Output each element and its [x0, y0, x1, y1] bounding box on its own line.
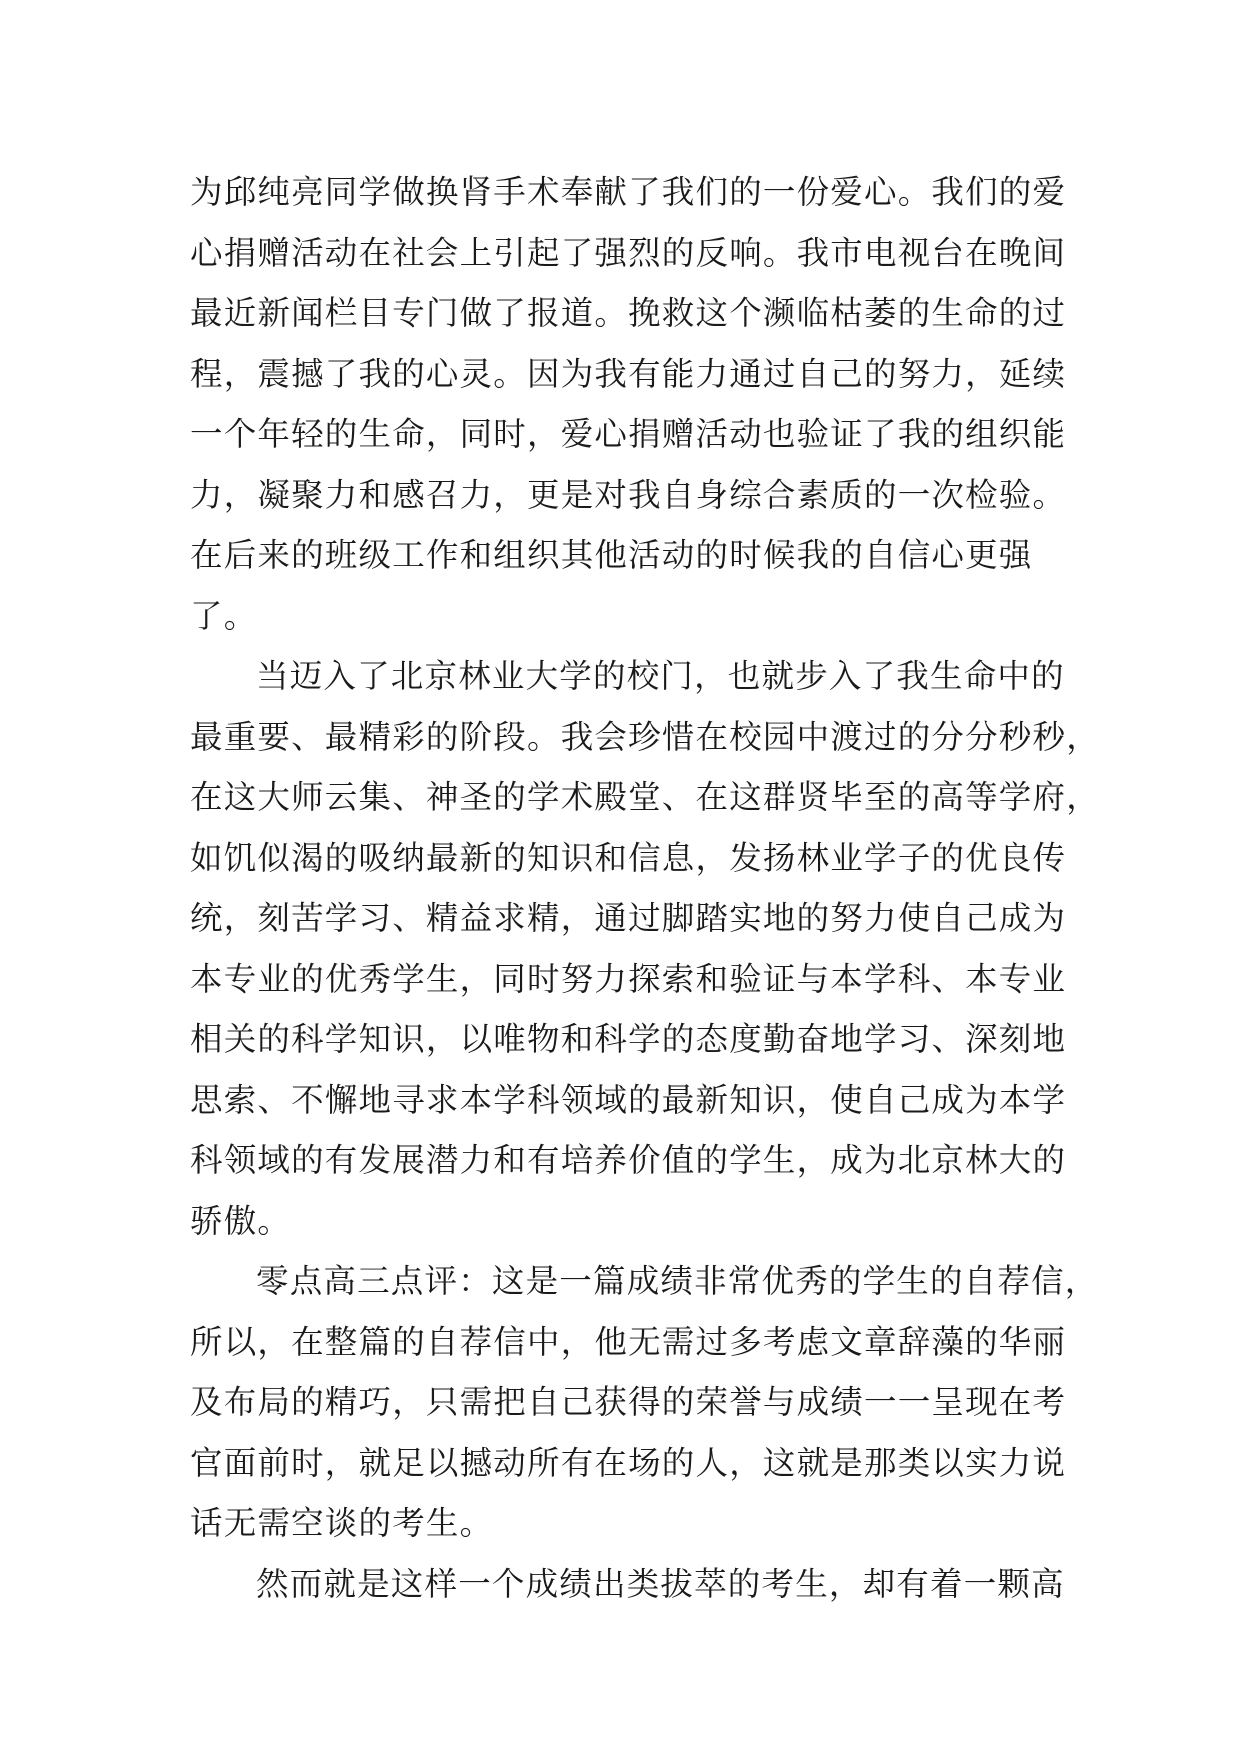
text-line: 了。: [190, 596, 258, 635]
text-line: 在后来的班级工作和组织其他活动的时候我的自信心更强: [190, 536, 1033, 574]
paragraph-1: [190, 162, 1067, 646]
text-line: 科领域的有发展潜力和有培养价值的学生，成为北京林大的: [190, 1141, 1067, 1179]
text-line: 在这大师云集、神圣的学术殿堂、在这群贤毕至的高等学府，: [190, 778, 1100, 816]
text-line: 当迈入了北京林业大学的校门，也就步入了我生命中的: [256, 657, 1065, 695]
paragraph-2: [190, 646, 1100, 1251]
text-line: 然而就是这样一个成绩出类拔萃的考生，却有着一颗高: [256, 1564, 1065, 1603]
text-line: 统，刻苦学习、精益求精，通过脚踏实地的努力使自己成为: [190, 899, 1067, 937]
text-line: 相关的科学知识，以唯物和科学的态度勤奋地学习、深刻地: [190, 1020, 1067, 1058]
paragraph-4: [190, 1554, 1065, 1615]
text-line: 程，震撼了我的心灵。因为我有能力通过自己的努力，延续: [190, 354, 1067, 393]
text-line: 为邱纯亮同学做换肾手术奉献了我们的一份爱心。我们的爱: [190, 173, 1067, 211]
body-text: [190, 162, 1100, 1614]
paragraph-3: [190, 1251, 1099, 1554]
text-line: 最近新闻栏目专门做了报道。挽救这个濒临枯萎的生命的过: [190, 294, 1067, 332]
text-line: 最重要、最精彩的阶段。我会珍惜在校园中渡过的分分秒秒，: [190, 717, 1100, 756]
text-line: 心捐赠活动在社会上引起了强烈的反响。我市电视台在晚间: [190, 233, 1067, 272]
text-line: 力，凝聚力和感召力，更是对我自身综合素质的一次检验。: [190, 475, 1067, 514]
text-line: 骄傲。: [190, 1201, 292, 1240]
text-line: 零点高三点评：这是一篇成绩非常优秀的学生的自荐信，: [256, 1262, 1099, 1300]
text-line: 及布局的精巧，只需把自己获得的荣誉与成绩一一呈现在考: [190, 1383, 1067, 1421]
text-line: 如饥似渴的吸纳最新的知识和信息，发扬林业学子的优良传: [190, 838, 1067, 877]
text-line: 官面前时，就足以撼动所有在场的人，这就是那类以实力说: [190, 1443, 1067, 1482]
text-line: 本专业的优秀学生，同时努力探索和验证与本学科、本专业: [190, 959, 1067, 998]
text-line: 思索、不懈地寻求本学科领域的最新知识，使自己成为本学: [190, 1080, 1067, 1119]
text-line: 所以，在整篇的自荐信中，他无需过多考虑文章辞藻的华丽: [190, 1322, 1067, 1361]
text-line: 话无需空谈的考生。: [190, 1504, 494, 1542]
text-line: 一个年轻的生命，同时，爱心捐赠活动也验证了我的组织能: [190, 415, 1067, 453]
